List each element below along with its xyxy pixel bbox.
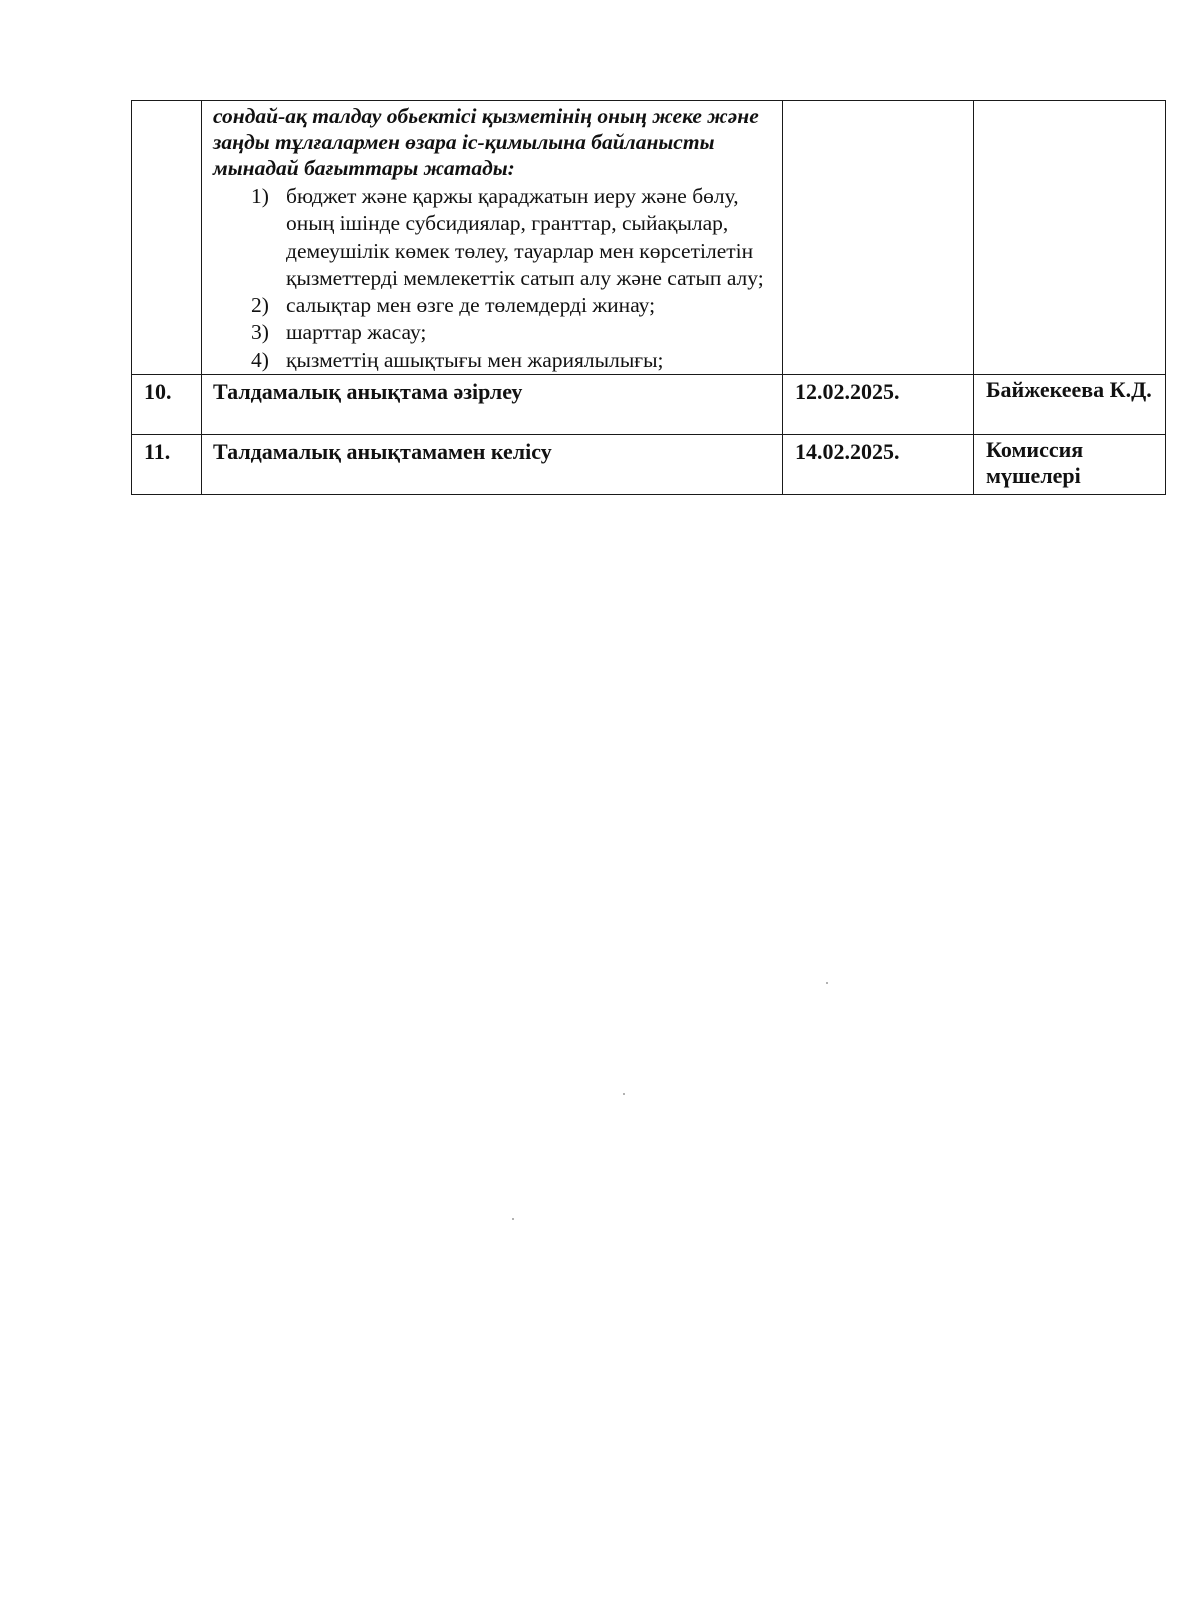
table-row [132,435,1166,495]
row-date: 14.02.2025. [783,435,974,495]
list-item-marker: 4) [251,347,269,372]
row-number: 11. [132,435,202,495]
list-item-text: бюджет және қаржы қараджатын иеру және бөлу, оның ішінде субсидиялар, гранттар, сыйақылар, демеушілік көмек төлеу, тауарлар мен көрсетілетін қызметтерді мемлекеттік сатып алу және сатып алу; [286,184,764,290]
scan-speck [623,1093,625,1095]
continuation-intro-text: сондай-ақ талдау обьектісі қызметінің оның жеке және заңды тұлғалармен өзара іс-қимылына байланысты мынадай бағыттары жатады: [213,104,759,180]
row-responsible: Байжекеева К.Д. [974,375,1166,435]
list-item [213,319,768,346]
list-item-text: шарттар жасау; [286,320,427,345]
row-task: Талдамалық анықтамамен келісу [202,435,783,495]
row-responsible: Комиссия мүшелері [974,435,1166,495]
list-item-marker: 2) [251,293,269,318]
cell-date-empty [783,101,974,375]
cell-number-empty [132,101,202,375]
scan-speck [512,1218,514,1220]
cell-task-continuation [202,101,783,375]
table-row [132,375,1166,435]
plan-table [131,100,1166,495]
list-item [213,292,768,319]
directions-list [213,183,768,374]
scan-speck [826,982,828,984]
list-item-text: салықтар мен өзге де төлемдерді жинау; [286,293,656,318]
list-item [213,183,768,292]
cell-responsible-empty [974,101,1166,375]
list-item-text: қызметтің ашықтығы мен жариялылығы; [286,347,664,372]
list-item-marker: 3) [251,320,269,345]
row-task: Талдамалық анықтама әзірлеу [202,375,783,435]
table-row-continuation [132,101,1166,375]
list-item-marker: 1) [251,184,269,208]
list-item [213,347,768,374]
row-number: 10. [132,375,202,435]
row-date: 12.02.2025. [783,375,974,435]
